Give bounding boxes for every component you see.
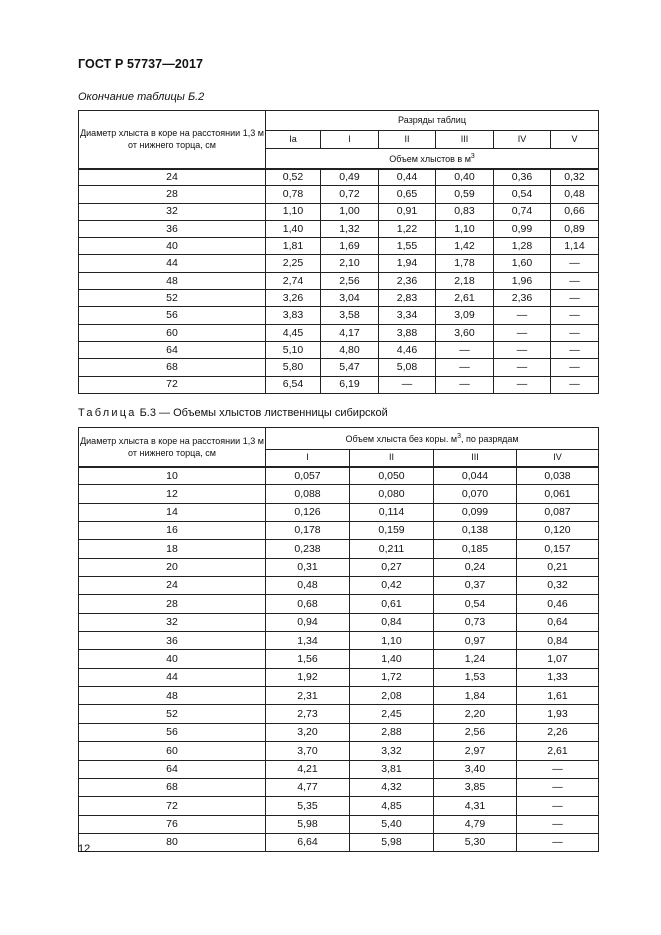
table-row bbox=[79, 290, 599, 307]
volume-cell: 0,088 bbox=[266, 485, 350, 503]
volume-cell: — bbox=[551, 359, 599, 376]
table-b3-volume-suffix: , по разрядам bbox=[460, 434, 519, 444]
volume-cell: 2,10 bbox=[321, 255, 379, 272]
table-row bbox=[79, 307, 599, 324]
volume-cell: 5,47 bbox=[321, 359, 379, 376]
table-b3-volume-label: Объем хлыста без коры. м bbox=[345, 434, 458, 444]
diameter-cell: 40 bbox=[79, 238, 266, 255]
volume-cell: 0,159 bbox=[350, 522, 434, 540]
volume-cell: — bbox=[551, 255, 599, 272]
volume-cell: — bbox=[379, 376, 436, 393]
volume-cell: 4,32 bbox=[350, 778, 434, 796]
table-row bbox=[79, 169, 599, 186]
table-row bbox=[79, 359, 599, 376]
table-row bbox=[79, 485, 599, 503]
table-row bbox=[79, 778, 599, 796]
diameter-cell: 52 bbox=[79, 705, 266, 723]
volume-cell: 4,80 bbox=[321, 341, 379, 358]
table-row bbox=[79, 705, 599, 723]
volume-cell: 1,40 bbox=[266, 220, 321, 237]
volume-cell: 1,28 bbox=[494, 238, 551, 255]
diameter-cell: 60 bbox=[79, 324, 266, 341]
table-b3-caption-text: Б.3 — Объемы хлыстов лиственницы сибирской bbox=[136, 407, 388, 419]
volume-cell: 1,55 bbox=[379, 238, 436, 255]
volume-cell: 4,45 bbox=[266, 324, 321, 341]
volume-cell: 1,10 bbox=[350, 632, 434, 650]
column-header: Ia bbox=[266, 131, 321, 149]
table-row bbox=[79, 815, 599, 833]
volume-cell: 3,70 bbox=[266, 742, 350, 760]
volume-cell: 3,81 bbox=[350, 760, 434, 778]
volume-cell: 2,31 bbox=[266, 687, 350, 705]
volume-cell: 1,81 bbox=[266, 238, 321, 255]
table-row bbox=[79, 324, 599, 341]
column-header: I bbox=[321, 131, 379, 149]
table-b3-body bbox=[79, 467, 599, 852]
diameter-cell: 44 bbox=[79, 668, 266, 686]
volume-cell: 0,83 bbox=[436, 203, 494, 220]
volume-cell: 0,59 bbox=[436, 186, 494, 203]
volume-cell: 0,120 bbox=[517, 522, 599, 540]
volume-cell: 0,84 bbox=[350, 613, 434, 631]
column-header: III bbox=[436, 131, 494, 149]
volume-cell: 0,211 bbox=[350, 540, 434, 558]
volume-cell: 5,98 bbox=[350, 833, 434, 851]
volume-cell: 0,73 bbox=[434, 613, 517, 631]
volume-cell: 1,84 bbox=[434, 687, 517, 705]
volume-cell: 2,36 bbox=[494, 290, 551, 307]
volume-cell: — bbox=[494, 307, 551, 324]
volume-cell: 0,49 bbox=[321, 169, 379, 186]
volume-cell: 1,34 bbox=[266, 632, 350, 650]
volume-cell: 0,68 bbox=[266, 595, 350, 613]
volume-cell: 0,46 bbox=[517, 595, 599, 613]
table-row bbox=[79, 540, 599, 558]
table-row bbox=[79, 797, 599, 815]
table-b2-volume-unit-sup: 3 bbox=[470, 152, 475, 160]
volume-cell: 0,070 bbox=[434, 485, 517, 503]
volume-cell: 3,26 bbox=[266, 290, 321, 307]
volume-cell: 1,10 bbox=[266, 203, 321, 220]
volume-cell: 0,32 bbox=[517, 577, 599, 595]
diameter-cell: 68 bbox=[79, 778, 266, 796]
table-b3-caption bbox=[78, 407, 388, 419]
column-header: IV bbox=[517, 450, 599, 467]
volume-cell: 3,60 bbox=[436, 324, 494, 341]
diameter-cell: 32 bbox=[79, 613, 266, 631]
table-row bbox=[79, 186, 599, 203]
volume-cell: 6,64 bbox=[266, 833, 350, 851]
volume-cell: 2,56 bbox=[434, 723, 517, 741]
volume-cell: 0,24 bbox=[434, 558, 517, 576]
table-b3-caption-label: Таблица bbox=[78, 407, 137, 419]
volume-cell: — bbox=[517, 815, 599, 833]
volume-cell: 3,34 bbox=[379, 307, 436, 324]
volume-cell: 3,04 bbox=[321, 290, 379, 307]
diameter-cell: 24 bbox=[79, 169, 266, 186]
volume-cell: 0,42 bbox=[350, 577, 434, 595]
volume-cell: 0,64 bbox=[517, 613, 599, 631]
diameter-cell: 72 bbox=[79, 376, 266, 393]
volume-cell: 2,74 bbox=[266, 272, 321, 289]
volume-cell: 1,40 bbox=[350, 650, 434, 668]
table-row bbox=[79, 650, 599, 668]
volume-cell: 1,24 bbox=[434, 650, 517, 668]
column-header: IV bbox=[494, 131, 551, 149]
volume-cell: 0,36 bbox=[494, 169, 551, 186]
diameter-cell: 14 bbox=[79, 503, 266, 521]
document-code: ГОСТ Р 57737—2017 bbox=[78, 57, 204, 71]
volume-cell: 0,050 bbox=[350, 467, 434, 485]
volume-cell: — bbox=[494, 341, 551, 358]
diameter-cell: 28 bbox=[79, 595, 266, 613]
diameter-cell: 20 bbox=[79, 558, 266, 576]
volume-cell: 1,10 bbox=[436, 220, 494, 237]
volume-cell: 0,94 bbox=[266, 613, 350, 631]
diameter-cell: 36 bbox=[79, 632, 266, 650]
table-row bbox=[79, 687, 599, 705]
volume-cell: 0,44 bbox=[379, 169, 436, 186]
diameter-cell: 72 bbox=[79, 797, 266, 815]
volume-cell: 4,77 bbox=[266, 778, 350, 796]
volume-cell: 3,32 bbox=[350, 742, 434, 760]
diameter-cell: 48 bbox=[79, 272, 266, 289]
volume-cell: — bbox=[517, 797, 599, 815]
volume-cell: — bbox=[436, 359, 494, 376]
volume-cell: — bbox=[551, 324, 599, 341]
table-row bbox=[79, 577, 599, 595]
table-b2-volume-label: Объем хлыстов в м bbox=[389, 153, 471, 164]
diameter-cell: 24 bbox=[79, 577, 266, 595]
volume-cell: 5,08 bbox=[379, 359, 436, 376]
diameter-cell: 18 bbox=[79, 540, 266, 558]
volume-cell: 1,07 bbox=[517, 650, 599, 668]
volume-cell: 0,65 bbox=[379, 186, 436, 203]
table-row bbox=[79, 503, 599, 521]
diameter-cell: 76 bbox=[79, 815, 266, 833]
diameter-cell: 16 bbox=[79, 522, 266, 540]
diameter-cell: 52 bbox=[79, 290, 266, 307]
table-row bbox=[79, 522, 599, 540]
volume-cell: 5,30 bbox=[434, 833, 517, 851]
volume-cell: 0,48 bbox=[266, 577, 350, 595]
volume-cell: 1,53 bbox=[434, 668, 517, 686]
volume-cell: 2,36 bbox=[379, 272, 436, 289]
volume-cell: — bbox=[494, 359, 551, 376]
volume-cell: 0,126 bbox=[266, 503, 350, 521]
volume-cell: 3,40 bbox=[434, 760, 517, 778]
table-row bbox=[79, 742, 599, 760]
volume-cell: 1,42 bbox=[436, 238, 494, 255]
volume-cell: 1,61 bbox=[517, 687, 599, 705]
diameter-cell: 40 bbox=[79, 650, 266, 668]
diameter-cell: 56 bbox=[79, 723, 266, 741]
volume-cell: 0,66 bbox=[551, 203, 599, 220]
volume-cell: 1,92 bbox=[266, 668, 350, 686]
volume-cell: 0,114 bbox=[350, 503, 434, 521]
volume-cell: — bbox=[551, 272, 599, 289]
volume-cell: — bbox=[517, 778, 599, 796]
volume-cell: 1,96 bbox=[494, 272, 551, 289]
volume-cell: 0,40 bbox=[436, 169, 494, 186]
volume-cell: 1,94 bbox=[379, 255, 436, 272]
volume-cell: 1,14 bbox=[551, 238, 599, 255]
volume-cell: 2,73 bbox=[266, 705, 350, 723]
table-b2 bbox=[78, 110, 599, 394]
volume-cell: 1,56 bbox=[266, 650, 350, 668]
diameter-cell: 44 bbox=[79, 255, 266, 272]
table-row bbox=[79, 255, 599, 272]
volume-cell: 0,97 bbox=[434, 632, 517, 650]
volume-cell: 0,52 bbox=[266, 169, 321, 186]
volume-cell: 2,18 bbox=[436, 272, 494, 289]
volume-cell: — bbox=[517, 833, 599, 851]
volume-cell: 0,238 bbox=[266, 540, 350, 558]
diameter-cell: 64 bbox=[79, 760, 266, 778]
volume-cell: — bbox=[551, 341, 599, 358]
table-row bbox=[79, 723, 599, 741]
table-b2-volume-header bbox=[266, 149, 599, 169]
table-row bbox=[79, 595, 599, 613]
diameter-cell: 48 bbox=[79, 687, 266, 705]
table-b2-body bbox=[79, 169, 599, 394]
diameter-cell: 36 bbox=[79, 220, 266, 237]
column-header: V bbox=[551, 131, 599, 149]
volume-cell: 2,61 bbox=[436, 290, 494, 307]
volume-cell: 0,044 bbox=[434, 467, 517, 485]
volume-cell: 1,78 bbox=[436, 255, 494, 272]
volume-cell: 2,45 bbox=[350, 705, 434, 723]
volume-cell: — bbox=[551, 376, 599, 393]
table-b3 bbox=[78, 427, 599, 852]
volume-cell: 0,84 bbox=[517, 632, 599, 650]
volume-cell: — bbox=[436, 341, 494, 358]
volume-cell: 2,61 bbox=[517, 742, 599, 760]
volume-cell: 0,087 bbox=[517, 503, 599, 521]
volume-cell: 5,10 bbox=[266, 341, 321, 358]
volume-cell: 4,85 bbox=[350, 797, 434, 815]
volume-cell: 2,25 bbox=[266, 255, 321, 272]
volume-cell: 1,00 bbox=[321, 203, 379, 220]
volume-cell: 0,74 bbox=[494, 203, 551, 220]
diameter-cell: 68 bbox=[79, 359, 266, 376]
volume-cell: 1,32 bbox=[321, 220, 379, 237]
volume-cell: 0,061 bbox=[517, 485, 599, 503]
volume-cell: 1,33 bbox=[517, 668, 599, 686]
volume-cell: 3,83 bbox=[266, 307, 321, 324]
table-b2-classes-header: Разряды таблиц bbox=[266, 111, 599, 131]
volume-cell: 0,54 bbox=[434, 595, 517, 613]
volume-cell: 4,17 bbox=[321, 324, 379, 341]
table-row bbox=[79, 467, 599, 485]
volume-cell: 0,178 bbox=[266, 522, 350, 540]
diameter-cell: 60 bbox=[79, 742, 266, 760]
volume-cell: 0,27 bbox=[350, 558, 434, 576]
table-b3-volume-unit-sup: 3 bbox=[457, 433, 461, 440]
volume-cell: — bbox=[551, 307, 599, 324]
page-number: 12 bbox=[78, 843, 91, 855]
volume-cell: 0,038 bbox=[517, 467, 599, 485]
table-row bbox=[79, 220, 599, 237]
table-row bbox=[79, 341, 599, 358]
volume-cell: 1,22 bbox=[379, 220, 436, 237]
volume-cell: 0,185 bbox=[434, 540, 517, 558]
table-row bbox=[79, 760, 599, 778]
diameter-cell: 10 bbox=[79, 467, 266, 485]
volume-cell: 1,72 bbox=[350, 668, 434, 686]
table-row bbox=[79, 203, 599, 220]
volume-cell: — bbox=[551, 290, 599, 307]
column-header: II bbox=[379, 131, 436, 149]
volume-cell: 2,97 bbox=[434, 742, 517, 760]
table-row bbox=[79, 238, 599, 255]
volume-cell: 0,099 bbox=[434, 503, 517, 521]
table-row bbox=[79, 558, 599, 576]
diameter-cell: 64 bbox=[79, 341, 266, 358]
volume-cell: 4,46 bbox=[379, 341, 436, 358]
table-row bbox=[79, 668, 599, 686]
volume-cell: 1,69 bbox=[321, 238, 379, 255]
volume-cell: 0,78 bbox=[266, 186, 321, 203]
table-b2-diameter-header: Диаметр хлыста в коре на расстоянии 1,3 м от нижнего торца, см bbox=[79, 111, 266, 169]
volume-cell: 1,60 bbox=[494, 255, 551, 272]
table-row bbox=[79, 833, 599, 851]
table-b3-diameter-header: Диаметр хлыста в коре на расстоянии 1,3 м от нижнего торца, см bbox=[79, 428, 266, 467]
volume-cell: 0,72 bbox=[321, 186, 379, 203]
diameter-cell: 56 bbox=[79, 307, 266, 324]
volume-cell: 2,26 bbox=[517, 723, 599, 741]
volume-cell: 3,85 bbox=[434, 778, 517, 796]
volume-cell: 6,54 bbox=[266, 376, 321, 393]
volume-cell: 4,31 bbox=[434, 797, 517, 815]
volume-cell: 0,37 bbox=[434, 577, 517, 595]
volume-cell: 0,48 bbox=[551, 186, 599, 203]
column-header: III bbox=[434, 450, 517, 467]
volume-cell: 3,20 bbox=[266, 723, 350, 741]
volume-cell: 0,89 bbox=[551, 220, 599, 237]
volume-cell: 0,31 bbox=[266, 558, 350, 576]
volume-cell: 2,20 bbox=[434, 705, 517, 723]
volume-cell: — bbox=[436, 376, 494, 393]
volume-cell: 3,58 bbox=[321, 307, 379, 324]
volume-cell: 2,56 bbox=[321, 272, 379, 289]
diameter-cell: 32 bbox=[79, 203, 266, 220]
diameter-cell: 12 bbox=[79, 485, 266, 503]
volume-cell: 0,080 bbox=[350, 485, 434, 503]
table-b2-caption: Окончание таблицы Б.2 bbox=[78, 91, 205, 103]
volume-cell: 0,057 bbox=[266, 467, 350, 485]
column-header: II bbox=[350, 450, 434, 467]
volume-cell: 0,54 bbox=[494, 186, 551, 203]
volume-cell: 5,80 bbox=[266, 359, 321, 376]
volume-cell: 2,83 bbox=[379, 290, 436, 307]
volume-cell: — bbox=[494, 324, 551, 341]
table-row bbox=[79, 632, 599, 650]
volume-cell: 1,93 bbox=[517, 705, 599, 723]
volume-cell: 0,157 bbox=[517, 540, 599, 558]
volume-cell: 6,19 bbox=[321, 376, 379, 393]
volume-cell: 0,99 bbox=[494, 220, 551, 237]
table-row bbox=[79, 376, 599, 393]
volume-cell: 2,08 bbox=[350, 687, 434, 705]
volume-cell: 0,32 bbox=[551, 169, 599, 186]
volume-cell: 4,21 bbox=[266, 760, 350, 778]
volume-cell: — bbox=[494, 376, 551, 393]
diameter-cell: 28 bbox=[79, 186, 266, 203]
volume-cell: 3,09 bbox=[436, 307, 494, 324]
volume-cell: 5,98 bbox=[266, 815, 350, 833]
table-b3-volume-header bbox=[266, 428, 599, 450]
volume-cell: 3,88 bbox=[379, 324, 436, 341]
volume-cell: 4,79 bbox=[434, 815, 517, 833]
table-row bbox=[79, 272, 599, 289]
table-row bbox=[79, 613, 599, 631]
diameter-cell: 80 bbox=[79, 833, 266, 851]
volume-cell: — bbox=[517, 760, 599, 778]
column-header: I bbox=[266, 450, 350, 467]
volume-cell: 0,91 bbox=[379, 203, 436, 220]
volume-cell: 0,138 bbox=[434, 522, 517, 540]
volume-cell: 2,88 bbox=[350, 723, 434, 741]
volume-cell: 5,35 bbox=[266, 797, 350, 815]
volume-cell: 5,40 bbox=[350, 815, 434, 833]
volume-cell: 0,61 bbox=[350, 595, 434, 613]
volume-cell: 0,21 bbox=[517, 558, 599, 576]
